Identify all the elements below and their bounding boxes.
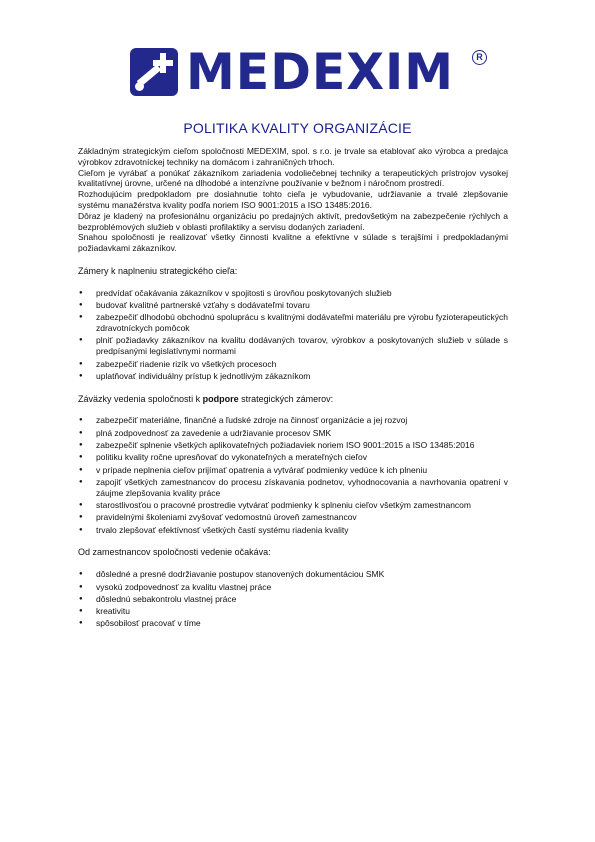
section-heading-goals: Zámery k naplneniu strategického cieľa:: [78, 265, 238, 276]
list-item: ● plná zodpovednosť za zavedenie a udržiavanie procesov SMK: [78, 428, 508, 439]
list-item: ● zapojiť všetkých zamestnancov do procesu získavania podnetov, vyhodnocovania a navrhovania opatrení v záujme zlepšovania kvality práce: [78, 477, 508, 499]
list-item: ● budovať kvalitné partnerské vzťahy s dodávateľmi tovaru: [78, 300, 508, 311]
section-heading-commitments: [78, 394, 508, 405]
heading-bold-text: podpore: [202, 393, 239, 404]
goals-list: [78, 288, 508, 382]
intro-paragraph: Základným strategickým cieľom spoločnosti MEDEXIM, spol. s r.o. je trvale sa etablovať ako výrobca a predajca výrobkov zdravotníckej techniky na domácom i zahraničných trhoch.: [78, 146, 508, 167]
intro-paragraph: Rozhodujúcim predpokladom pre dosiahnutie tohto cieľa je vybudovanie, udržiavanie a trvalé zlepšovanie systému manažérstva kvality podľa noriem ISO 9001:2015 a ISO 13485:2016.: [78, 189, 508, 210]
list-item: ● spôsobilosť pracovať v tíme: [78, 618, 508, 629]
heading-text: Záväzky vedenia spoločnosti k: [78, 393, 203, 404]
page-title: POLITIKA KVALITY ORGANIZÁCIE: [183, 120, 412, 136]
list-item: ● predvídať očakávania zákazníkov v spojitosti s úrovňou poskytovaných služieb: [78, 288, 508, 299]
list-item: ● zabezpečiť dlhodobú obchodnú spoluprácu s kvalitnými dodávateľmi materiálu pre výrobu fyzioterapeutických zdravotníckych pomôcok: [78, 312, 508, 334]
intro-paragraph: Snahou spoločnosti je realizovať všetky činnosti kvalitne a efektívne v súlade s terajšími i predpokladanými požiadavkami zákazníkov.: [78, 232, 508, 254]
commitments-list: [78, 415, 508, 535]
heading-text: strategických zámerov:: [238, 393, 334, 404]
list-item: ● plniť požiadavky zákazníkov na kvalitu dodávaných tovarov, výrobkov a poskytovaných služieb v súlade s predpísanými legislatívnymi normami: [78, 335, 508, 357]
list-item: ● trvalo zlepšovať efektívnosť všetkých častí systému riadenia kvality: [78, 525, 508, 536]
list-item: ● politiku kvality ročne upresňovať do vykonateľných a merateľných cieľov: [78, 452, 508, 463]
list-item: ● starostlivosťou o pracovné prostredie vytvárať podmienky k splneniu cieľov všetkým zamestnancom: [78, 500, 508, 511]
list-item: ● zabezpečiť materiálne, finančné a ľudské zdroje na činnosť organizácie a jej rozvoj: [78, 415, 508, 426]
intro-paragraph: Cieľom je vyrábať a ponúkať zákazníkom zariadenia vodoliečebnej techniky a terapeutických prístrojov vysokej kvalitatívnej úrovne, určené na dlhodobé a intenzívne používanie v bežnom i náročnom prostredí.: [78, 167, 508, 189]
list-item: ● zabezpečiť riadenie rizík vo všetkých procesoch: [78, 359, 508, 370]
list-item: ● vysokú zodpovednosť za kvalitu vlastnej práce: [78, 582, 508, 593]
section-heading-expectations: Od zamestnancov spoločnosti vedenie očakáva:: [78, 547, 271, 558]
registered-trademark-icon: R: [472, 50, 487, 65]
list-item: ● dôslednú sebakontrolu vlastnej práce: [78, 594, 508, 605]
medical-cross-icon: [130, 48, 178, 96]
medexim-logo: [130, 44, 495, 100]
list-item: ● zabezpečiť splnenie všetkých aplikovateľných požiadaviek noriem ISO 9001:2015 a ISO 13485:2016: [78, 440, 508, 451]
document-body: [78, 146, 508, 631]
list-item: ● v prípade neplnenia cieľov prijímať opatrenia a vytvárať podmienky vedúce k ich plneniu: [78, 465, 508, 476]
list-item: ● kreativitu: [78, 606, 508, 617]
list-item: ● pravidelnými školeniami zvyšovať vedomostnú úroveň zamestnancov: [78, 512, 508, 523]
expectations-list: [78, 569, 508, 629]
intro-paragraph: Dôraz je kladený na profesionálnu organizáciu po predajných aktivít, predovšetkým na zabezpečenie rýchlych a bezproblémových služieb v oblasti profilaktiky a servisu dodaných zariadení.: [78, 210, 508, 232]
list-item: ● dôsledné a presné dodržiavanie postupov stanovených dokumentáciou SMK: [78, 569, 508, 580]
list-item: ● uplatňovať individuálny prístup k jednotlivým zákazníkom: [78, 371, 508, 382]
logo-wordmark: MEDEXIM: [186, 43, 455, 101]
